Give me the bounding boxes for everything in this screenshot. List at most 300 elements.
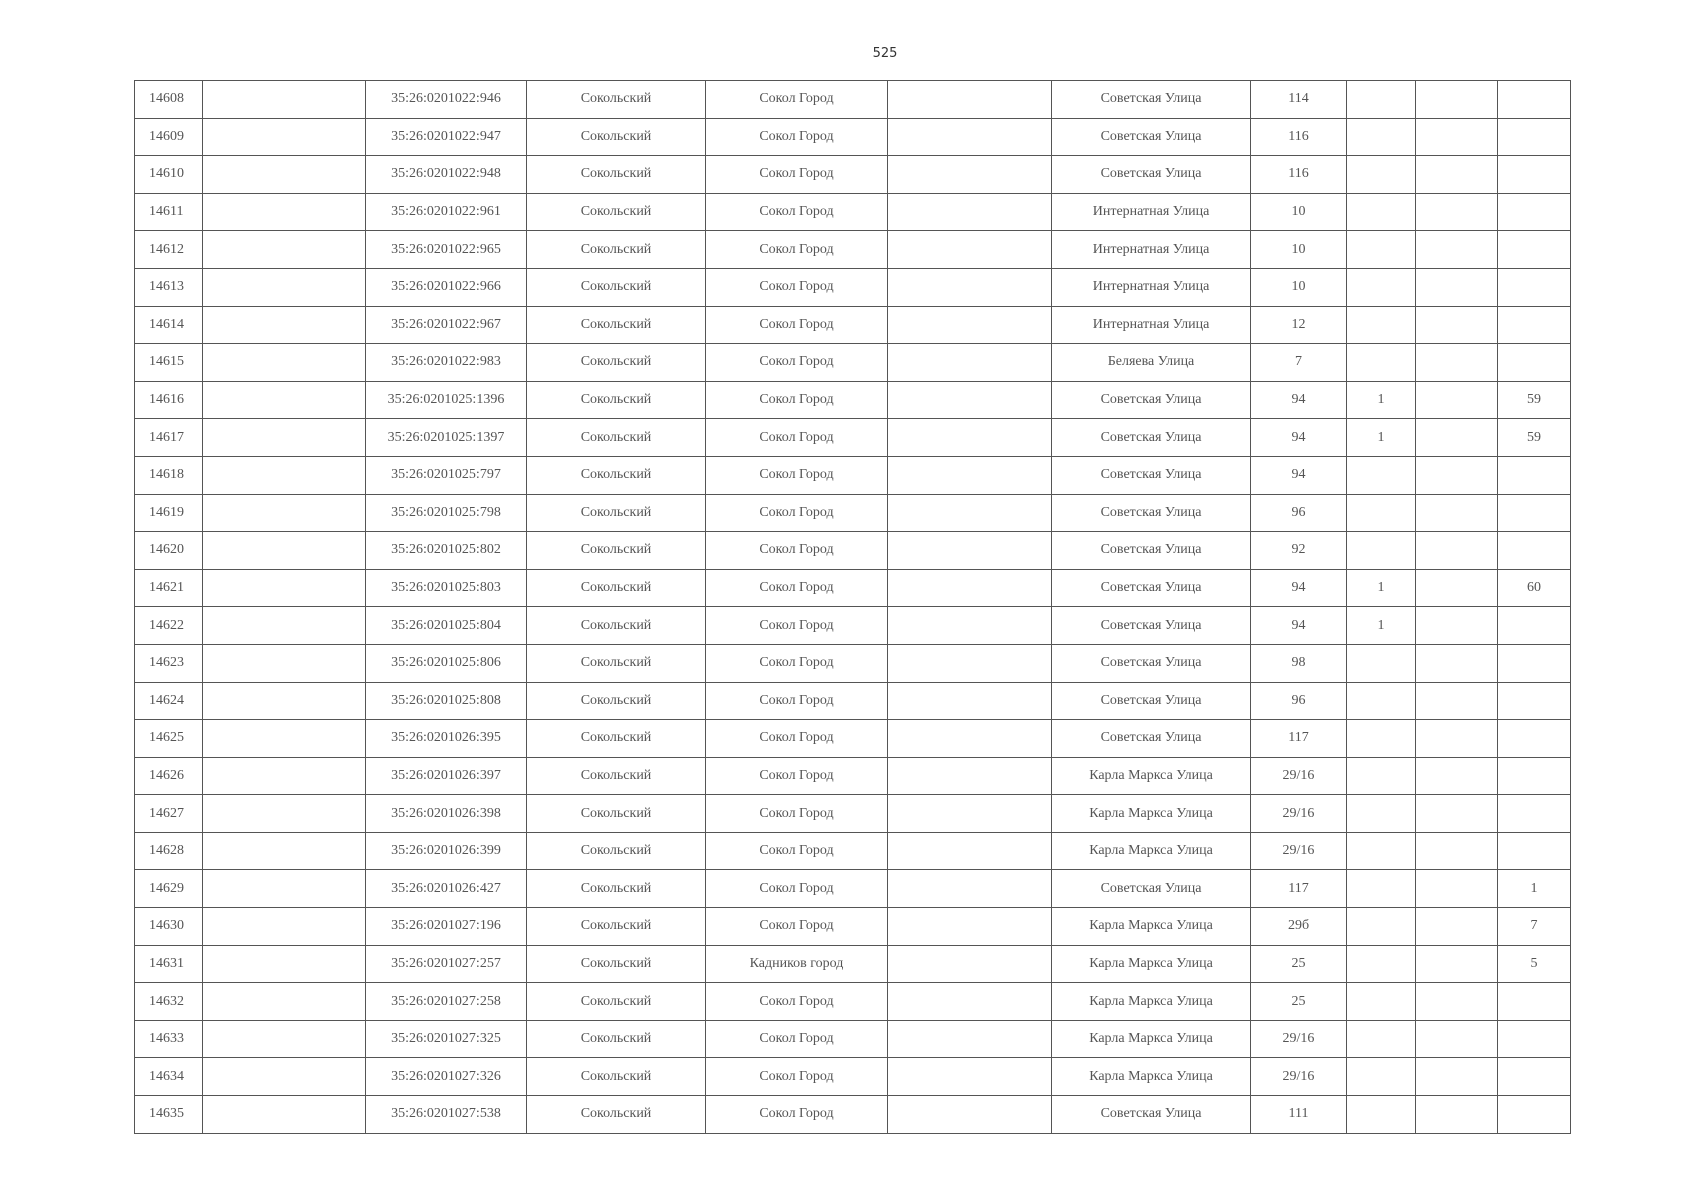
- structure-number-cell: [1416, 644, 1498, 682]
- structure-number-cell: [1416, 193, 1498, 231]
- locality-cell: Сокол Город: [706, 682, 888, 720]
- street-cell: Карла Маркса Улица: [1052, 1020, 1251, 1058]
- empty-cell: [888, 607, 1052, 645]
- empty-cell: [203, 832, 366, 870]
- district-cell: Сокольский: [527, 306, 706, 344]
- table-row: [135, 81, 1571, 119]
- record-number-cell: 14612: [135, 231, 203, 269]
- structure-number-cell: [1416, 419, 1498, 457]
- house-number-cell: 12: [1251, 306, 1347, 344]
- record-number-cell: 14615: [135, 344, 203, 382]
- table-row: [135, 156, 1571, 194]
- cadastral-number-cell: 35:26:0201022:946: [366, 81, 527, 119]
- district-cell: Сокольский: [527, 156, 706, 194]
- apartment-number-cell: 60: [1498, 569, 1571, 607]
- cadastral-number-cell: 35:26:0201025:802: [366, 532, 527, 570]
- locality-cell: Сокол Город: [706, 532, 888, 570]
- empty-cell: [203, 757, 366, 795]
- table-row: [135, 945, 1571, 983]
- empty-cell: [888, 306, 1052, 344]
- table-row: [135, 1096, 1571, 1134]
- locality-cell: Сокол Город: [706, 1058, 888, 1096]
- street-cell: Советская Улица: [1052, 532, 1251, 570]
- building-number-cell: [1347, 231, 1416, 269]
- locality-cell: Сокол Город: [706, 757, 888, 795]
- cadastral-number-cell: 35:26:0201027:538: [366, 1096, 527, 1134]
- building-number-cell: [1347, 156, 1416, 194]
- street-cell: Советская Улица: [1052, 81, 1251, 119]
- district-cell: Сокольский: [527, 1096, 706, 1134]
- apartment-number-cell: [1498, 607, 1571, 645]
- empty-cell: [888, 908, 1052, 946]
- locality-cell: Сокол Город: [706, 607, 888, 645]
- structure-number-cell: [1416, 532, 1498, 570]
- locality-cell: Сокол Город: [706, 456, 888, 494]
- street-cell: Советская Улица: [1052, 682, 1251, 720]
- apartment-number-cell: [1498, 231, 1571, 269]
- street-cell: Советская Улица: [1052, 156, 1251, 194]
- structure-number-cell: [1416, 1020, 1498, 1058]
- street-cell: Интернатная Улица: [1052, 231, 1251, 269]
- record-number-cell: 14618: [135, 456, 203, 494]
- locality-cell: Сокол Город: [706, 381, 888, 419]
- table-row: [135, 720, 1571, 758]
- empty-cell: [888, 456, 1052, 494]
- building-number-cell: [1347, 983, 1416, 1021]
- building-number-cell: [1347, 118, 1416, 156]
- house-number-cell: 114: [1251, 81, 1347, 119]
- locality-cell: Сокол Город: [706, 344, 888, 382]
- record-number-cell: 14624: [135, 682, 203, 720]
- empty-cell: [888, 156, 1052, 194]
- record-number-cell: 14609: [135, 118, 203, 156]
- street-cell: Карла Маркса Улица: [1052, 983, 1251, 1021]
- cadastral-number-cell: 35:26:0201025:798: [366, 494, 527, 532]
- street-cell: Карла Маркса Улица: [1052, 832, 1251, 870]
- table-row: [135, 1020, 1571, 1058]
- district-cell: Сокольский: [527, 456, 706, 494]
- apartment-number-cell: [1498, 118, 1571, 156]
- empty-cell: [203, 344, 366, 382]
- apartment-number-cell: 59: [1498, 419, 1571, 457]
- apartment-number-cell: 7: [1498, 908, 1571, 946]
- apartment-number-cell: 1: [1498, 870, 1571, 908]
- street-cell: Карла Маркса Улица: [1052, 757, 1251, 795]
- street-cell: Карла Маркса Улица: [1052, 795, 1251, 833]
- street-cell: Карла Маркса Улица: [1052, 908, 1251, 946]
- structure-number-cell: [1416, 832, 1498, 870]
- district-cell: Сокольский: [527, 569, 706, 607]
- building-number-cell: [1347, 268, 1416, 306]
- empty-cell: [203, 945, 366, 983]
- empty-cell: [203, 870, 366, 908]
- district-cell: Сокольский: [527, 193, 706, 231]
- record-number-cell: 14608: [135, 81, 203, 119]
- district-cell: Сокольский: [527, 870, 706, 908]
- locality-cell: Сокол Город: [706, 268, 888, 306]
- locality-cell: Сокол Город: [706, 870, 888, 908]
- apartment-number-cell: [1498, 795, 1571, 833]
- cadastral-number-cell: 35:26:0201027:257: [366, 945, 527, 983]
- locality-cell: Кадников город: [706, 945, 888, 983]
- table-row: [135, 795, 1571, 833]
- building-number-cell: [1347, 720, 1416, 758]
- cadastral-number-cell: 35:26:0201027:325: [366, 1020, 527, 1058]
- table-row: [135, 193, 1571, 231]
- building-number-cell: [1347, 644, 1416, 682]
- table-row: [135, 381, 1571, 419]
- empty-cell: [888, 118, 1052, 156]
- registry-table: [134, 80, 1571, 1134]
- street-cell: Советская Улица: [1052, 870, 1251, 908]
- record-number-cell: 14622: [135, 607, 203, 645]
- street-cell: Беляева Улица: [1052, 344, 1251, 382]
- record-number-cell: 14630: [135, 908, 203, 946]
- empty-cell: [203, 231, 366, 269]
- house-number-cell: 94: [1251, 607, 1347, 645]
- cadastral-number-cell: 35:26:0201022:983: [366, 344, 527, 382]
- house-number-cell: 29б: [1251, 908, 1347, 946]
- district-cell: Сокольский: [527, 419, 706, 457]
- apartment-number-cell: [1498, 832, 1571, 870]
- building-number-cell: [1347, 682, 1416, 720]
- empty-cell: [203, 532, 366, 570]
- district-cell: Сокольский: [527, 757, 706, 795]
- district-cell: Сокольский: [527, 644, 706, 682]
- table-row: [135, 419, 1571, 457]
- empty-cell: [888, 644, 1052, 682]
- building-number-cell: [1347, 1058, 1416, 1096]
- empty-cell: [888, 193, 1052, 231]
- cadastral-number-cell: 35:26:0201022:966: [366, 268, 527, 306]
- record-number-cell: 14614: [135, 306, 203, 344]
- table-row: [135, 532, 1571, 570]
- apartment-number-cell: [1498, 456, 1571, 494]
- empty-cell: [203, 419, 366, 457]
- table-row: [135, 607, 1571, 645]
- locality-cell: Сокол Город: [706, 1020, 888, 1058]
- building-number-cell: 1: [1347, 607, 1416, 645]
- apartment-number-cell: [1498, 682, 1571, 720]
- house-number-cell: 7: [1251, 344, 1347, 382]
- house-number-cell: 116: [1251, 118, 1347, 156]
- locality-cell: Сокол Город: [706, 1096, 888, 1134]
- empty-cell: [203, 268, 366, 306]
- apartment-number-cell: [1498, 532, 1571, 570]
- building-number-cell: [1347, 532, 1416, 570]
- house-number-cell: 98: [1251, 644, 1347, 682]
- cadastral-number-cell: 35:26:0201025:1396: [366, 381, 527, 419]
- empty-cell: [888, 682, 1052, 720]
- building-number-cell: [1347, 193, 1416, 231]
- table-row: [135, 344, 1571, 382]
- cadastral-number-cell: 35:26:0201025:804: [366, 607, 527, 645]
- empty-cell: [888, 231, 1052, 269]
- apartment-number-cell: 59: [1498, 381, 1571, 419]
- locality-cell: Сокол Город: [706, 419, 888, 457]
- building-number-cell: [1347, 456, 1416, 494]
- table-row: [135, 456, 1571, 494]
- house-number-cell: 10: [1251, 268, 1347, 306]
- building-number-cell: [1347, 870, 1416, 908]
- house-number-cell: 94: [1251, 456, 1347, 494]
- empty-cell: [203, 1020, 366, 1058]
- building-number-cell: 1: [1347, 381, 1416, 419]
- house-number-cell: 94: [1251, 381, 1347, 419]
- district-cell: Сокольский: [527, 532, 706, 570]
- empty-cell: [888, 832, 1052, 870]
- structure-number-cell: [1416, 306, 1498, 344]
- building-number-cell: [1347, 81, 1416, 119]
- structure-number-cell: [1416, 908, 1498, 946]
- table-row: [135, 908, 1571, 946]
- locality-cell: Сокол Город: [706, 795, 888, 833]
- registry-table-body: [135, 81, 1571, 1134]
- empty-cell: [203, 644, 366, 682]
- district-cell: Сокольский: [527, 832, 706, 870]
- structure-number-cell: [1416, 607, 1498, 645]
- empty-cell: [203, 908, 366, 946]
- district-cell: Сокольский: [527, 908, 706, 946]
- structure-number-cell: [1416, 1096, 1498, 1134]
- table-row: [135, 832, 1571, 870]
- structure-number-cell: [1416, 268, 1498, 306]
- house-number-cell: 25: [1251, 983, 1347, 1021]
- apartment-number-cell: [1498, 644, 1571, 682]
- locality-cell: Сокол Город: [706, 193, 888, 231]
- empty-cell: [888, 344, 1052, 382]
- street-cell: Советская Улица: [1052, 494, 1251, 532]
- apartment-number-cell: [1498, 757, 1571, 795]
- empty-cell: [203, 494, 366, 532]
- empty-cell: [888, 569, 1052, 607]
- street-cell: Советская Улица: [1052, 607, 1251, 645]
- building-number-cell: [1347, 795, 1416, 833]
- house-number-cell: 111: [1251, 1096, 1347, 1134]
- house-number-cell: 29/16: [1251, 795, 1347, 833]
- house-number-cell: 96: [1251, 494, 1347, 532]
- record-number-cell: 14621: [135, 569, 203, 607]
- house-number-cell: 117: [1251, 870, 1347, 908]
- empty-cell: [203, 1058, 366, 1096]
- table-row: [135, 983, 1571, 1021]
- empty-cell: [888, 983, 1052, 1021]
- cadastral-number-cell: 35:26:0201027:326: [366, 1058, 527, 1096]
- street-cell: Интернатная Улица: [1052, 193, 1251, 231]
- house-number-cell: 25: [1251, 945, 1347, 983]
- empty-cell: [203, 569, 366, 607]
- table-row: [135, 494, 1571, 532]
- empty-cell: [888, 381, 1052, 419]
- record-number-cell: 14613: [135, 268, 203, 306]
- locality-cell: Сокол Город: [706, 983, 888, 1021]
- table-row: [135, 268, 1571, 306]
- apartment-number-cell: [1498, 81, 1571, 119]
- table-row: [135, 118, 1571, 156]
- apartment-number-cell: 5: [1498, 945, 1571, 983]
- record-number-cell: 14633: [135, 1020, 203, 1058]
- street-cell: Советская Улица: [1052, 118, 1251, 156]
- structure-number-cell: [1416, 494, 1498, 532]
- cadastral-number-cell: 35:26:0201025:1397: [366, 419, 527, 457]
- locality-cell: Сокол Город: [706, 156, 888, 194]
- cadastral-number-cell: 35:26:0201026:427: [366, 870, 527, 908]
- street-cell: Карла Маркса Улица: [1052, 945, 1251, 983]
- building-number-cell: [1347, 494, 1416, 532]
- cadastral-number-cell: 35:26:0201022:961: [366, 193, 527, 231]
- house-number-cell: 29/16: [1251, 1020, 1347, 1058]
- apartment-number-cell: [1498, 344, 1571, 382]
- apartment-number-cell: [1498, 268, 1571, 306]
- structure-number-cell: [1416, 231, 1498, 269]
- locality-cell: Сокол Город: [706, 494, 888, 532]
- structure-number-cell: [1416, 720, 1498, 758]
- cadastral-number-cell: 35:26:0201027:258: [366, 983, 527, 1021]
- table-row: [135, 682, 1571, 720]
- empty-cell: [203, 81, 366, 119]
- locality-cell: Сокол Город: [706, 908, 888, 946]
- locality-cell: Сокол Город: [706, 81, 888, 119]
- district-cell: Сокольский: [527, 118, 706, 156]
- record-number-cell: 14617: [135, 419, 203, 457]
- table-row: [135, 870, 1571, 908]
- empty-cell: [203, 1096, 366, 1134]
- locality-cell: Сокол Город: [706, 644, 888, 682]
- table-row: [135, 231, 1571, 269]
- cadastral-number-cell: 35:26:0201026:398: [366, 795, 527, 833]
- structure-number-cell: [1416, 81, 1498, 119]
- structure-number-cell: [1416, 795, 1498, 833]
- empty-cell: [203, 118, 366, 156]
- apartment-number-cell: [1498, 1020, 1571, 1058]
- structure-number-cell: [1416, 156, 1498, 194]
- apartment-number-cell: [1498, 1058, 1571, 1096]
- empty-cell: [203, 720, 366, 758]
- empty-cell: [888, 757, 1052, 795]
- apartment-number-cell: [1498, 720, 1571, 758]
- district-cell: Сокольский: [527, 720, 706, 758]
- district-cell: Сокольский: [527, 945, 706, 983]
- street-cell: Советская Улица: [1052, 644, 1251, 682]
- building-number-cell: [1347, 1020, 1416, 1058]
- cadastral-number-cell: 35:26:0201026:399: [366, 832, 527, 870]
- empty-cell: [203, 306, 366, 344]
- locality-cell: Сокол Город: [706, 832, 888, 870]
- empty-cell: [203, 607, 366, 645]
- structure-number-cell: [1416, 456, 1498, 494]
- cadastral-number-cell: 35:26:0201025:806: [366, 644, 527, 682]
- empty-cell: [888, 1020, 1052, 1058]
- cadastral-number-cell: 35:26:0201026:397: [366, 757, 527, 795]
- house-number-cell: 29/16: [1251, 1058, 1347, 1096]
- record-number-cell: 14616: [135, 381, 203, 419]
- structure-number-cell: [1416, 945, 1498, 983]
- locality-cell: Сокол Город: [706, 720, 888, 758]
- empty-cell: [203, 682, 366, 720]
- building-number-cell: [1347, 306, 1416, 344]
- district-cell: Сокольский: [527, 231, 706, 269]
- record-number-cell: 14620: [135, 532, 203, 570]
- district-cell: Сокольский: [527, 983, 706, 1021]
- apartment-number-cell: [1498, 306, 1571, 344]
- cadastral-number-cell: 35:26:0201022:967: [366, 306, 527, 344]
- record-number-cell: 14631: [135, 945, 203, 983]
- cadastral-number-cell: 35:26:0201026:395: [366, 720, 527, 758]
- empty-cell: [203, 193, 366, 231]
- cadastral-number-cell: 35:26:0201025:803: [366, 569, 527, 607]
- table-row: [135, 757, 1571, 795]
- cadastral-number-cell: 35:26:0201022:948: [366, 156, 527, 194]
- street-cell: Советская Улица: [1052, 419, 1251, 457]
- house-number-cell: 10: [1251, 231, 1347, 269]
- record-number-cell: 14627: [135, 795, 203, 833]
- record-number-cell: 14611: [135, 193, 203, 231]
- cadastral-number-cell: 35:26:0201025:808: [366, 682, 527, 720]
- district-cell: Сокольский: [527, 795, 706, 833]
- empty-cell: [203, 456, 366, 494]
- district-cell: Сокольский: [527, 381, 706, 419]
- empty-cell: [203, 983, 366, 1021]
- record-number-cell: 14610: [135, 156, 203, 194]
- building-number-cell: [1347, 344, 1416, 382]
- record-number-cell: 14623: [135, 644, 203, 682]
- district-cell: Сокольский: [527, 607, 706, 645]
- building-number-cell: [1347, 757, 1416, 795]
- empty-cell: [888, 419, 1052, 457]
- street-cell: Карла Маркса Улица: [1052, 1058, 1251, 1096]
- district-cell: Сокольский: [527, 344, 706, 382]
- apartment-number-cell: [1498, 193, 1571, 231]
- cadastral-number-cell: 35:26:0201027:196: [366, 908, 527, 946]
- empty-cell: [888, 945, 1052, 983]
- empty-cell: [203, 795, 366, 833]
- apartment-number-cell: [1498, 1096, 1571, 1134]
- locality-cell: Сокол Город: [706, 569, 888, 607]
- structure-number-cell: [1416, 344, 1498, 382]
- house-number-cell: 92: [1251, 532, 1347, 570]
- empty-cell: [203, 156, 366, 194]
- record-number-cell: 14634: [135, 1058, 203, 1096]
- structure-number-cell: [1416, 983, 1498, 1021]
- district-cell: Сокольский: [527, 494, 706, 532]
- house-number-cell: 96: [1251, 682, 1347, 720]
- district-cell: Сокольский: [527, 268, 706, 306]
- empty-cell: [888, 870, 1052, 908]
- table-row: [135, 306, 1571, 344]
- record-number-cell: 14625: [135, 720, 203, 758]
- record-number-cell: 14619: [135, 494, 203, 532]
- page-number: 525: [872, 46, 898, 61]
- record-number-cell: 14635: [135, 1096, 203, 1134]
- apartment-number-cell: [1498, 156, 1571, 194]
- street-cell: Советская Улица: [1052, 569, 1251, 607]
- structure-number-cell: [1416, 118, 1498, 156]
- building-number-cell: 1: [1347, 569, 1416, 607]
- street-cell: Советская Улица: [1052, 456, 1251, 494]
- house-number-cell: 29/16: [1251, 757, 1347, 795]
- empty-cell: [888, 1058, 1052, 1096]
- table-row: [135, 1058, 1571, 1096]
- district-cell: Сокольский: [527, 1020, 706, 1058]
- record-number-cell: 14626: [135, 757, 203, 795]
- locality-cell: Сокол Город: [706, 306, 888, 344]
- table-row: [135, 644, 1571, 682]
- empty-cell: [888, 494, 1052, 532]
- empty-cell: [888, 532, 1052, 570]
- house-number-cell: 116: [1251, 156, 1347, 194]
- structure-number-cell: [1416, 870, 1498, 908]
- cadastral-number-cell: 35:26:0201022:947: [366, 118, 527, 156]
